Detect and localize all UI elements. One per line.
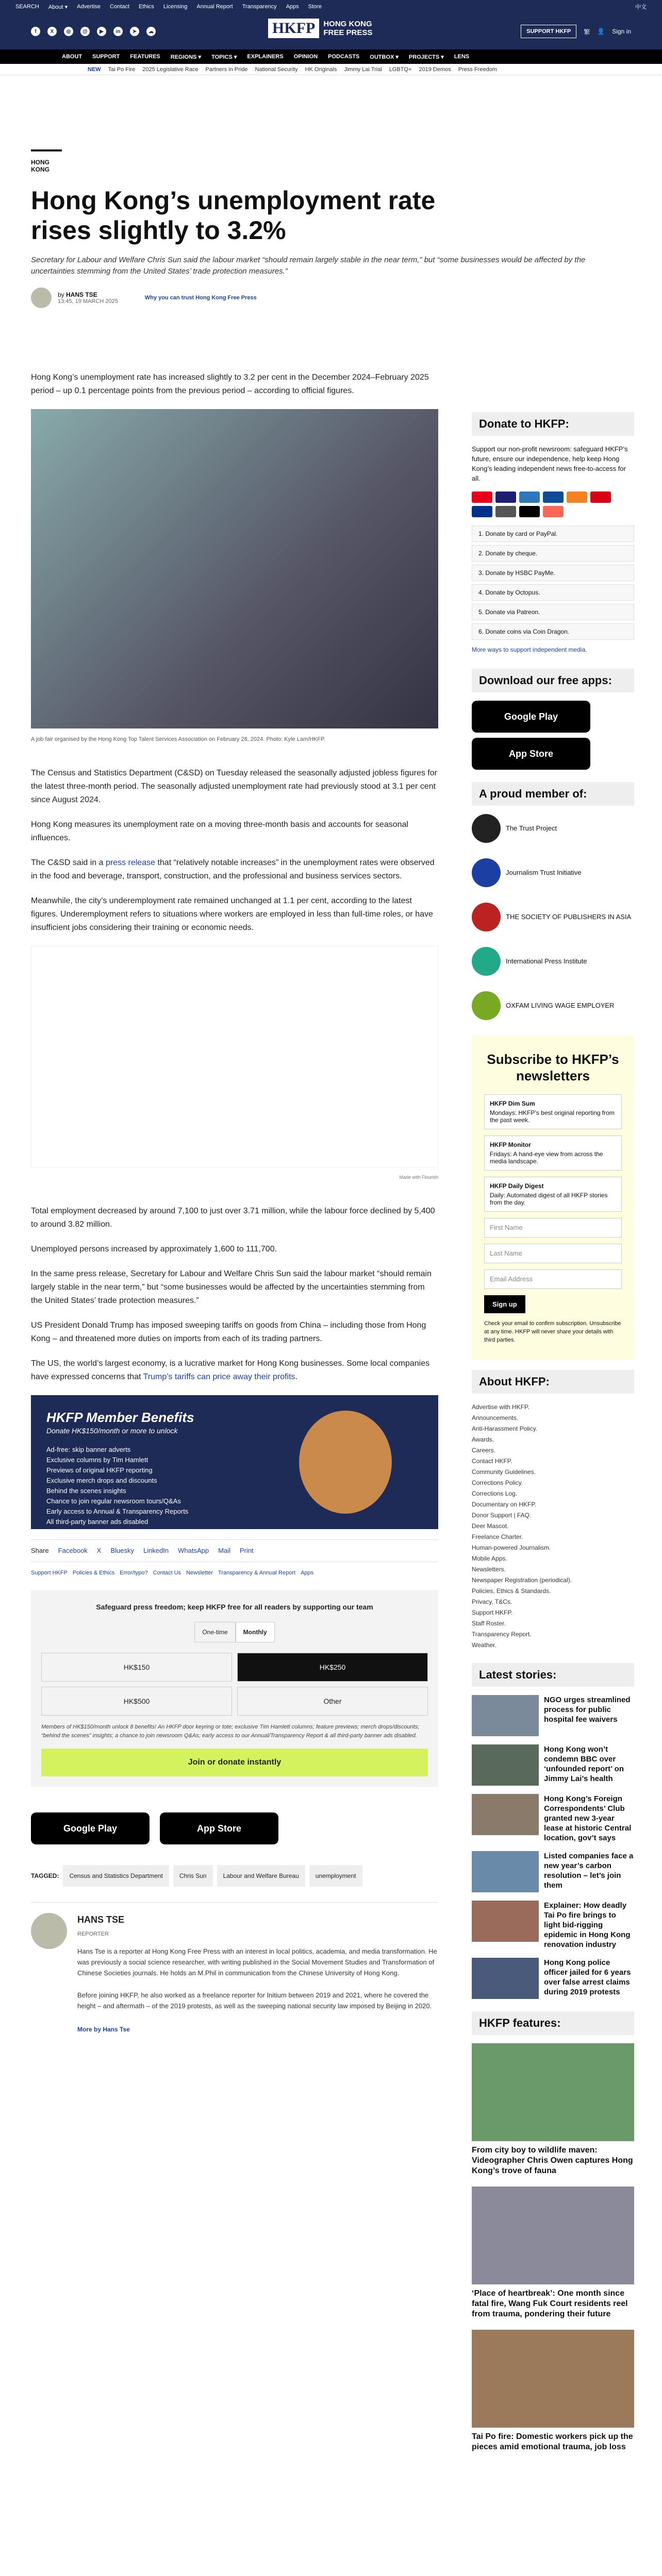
about-link[interactable]: Support HKFP. (472, 1609, 513, 1616)
p4-pre: The C&SD said in a (31, 858, 106, 867)
social-icons (31, 27, 156, 36)
bottom-app-buttons (31, 1807, 438, 1850)
benefits-title: HKFP Member Benefits (46, 1410, 194, 1425)
paragraph (31, 1357, 438, 1384)
p10-post: . (295, 1372, 297, 1381)
gpay-icon (495, 506, 516, 517)
about-link[interactable]: Documentary on HKFP. (472, 1501, 537, 1508)
feature-image (472, 2187, 634, 2284)
about-link[interactable]: Policies, Ethics & Standards. (472, 1587, 551, 1595)
donate-title: Donate to HKFP: (472, 412, 634, 436)
amount-options (41, 1653, 428, 1716)
paragraph: In the same press release, Secretary for Labour and Welfare Chris Sun said the labour market “should remain largely stable in the near term,” but “some businesses would be affected by the uncertainties stemming from the United States’ trade protection measures.” (31, 1269, 432, 1305)
newsletter-name: HKFP Monitor (490, 1141, 531, 1148)
article-body (31, 371, 438, 2036)
ipi-logo (472, 947, 501, 976)
sidebar-google-play-button[interactable]: Google Play (472, 701, 590, 733)
about-link[interactable]: Freelance Charter. (472, 1533, 523, 1540)
contact-link[interactable]: Contact (110, 4, 129, 10)
member-org[interactable] (472, 858, 634, 887)
author-box-role: REPORTER (77, 1931, 109, 1937)
last-name-field[interactable]: Last Name (484, 1244, 622, 1263)
newsletter-desc: Daily: Automated digest of all HKFP stories from the day. (490, 1192, 608, 1206)
feature-title: Tai Po fire: Domestic workers pick up the pieces amid emotional trauma, job loss (472, 2432, 633, 2451)
app-store-button[interactable]: App Store (160, 1812, 278, 1844)
join-donate-button[interactable]: Join or donate instantly (41, 1749, 428, 1776)
tag[interactable]: unemployment (309, 1865, 362, 1887)
nav-regions[interactable]: REGIONS ▾ (170, 54, 202, 60)
jcb-icon (543, 492, 564, 503)
apps-title: Download our free apps: (472, 669, 634, 692)
nav-opinion[interactable]: OPINION (293, 54, 318, 60)
about-link[interactable]: Donor Support | FAQ. (472, 1512, 532, 1519)
share-facebook[interactable]: Facebook (58, 1547, 88, 1554)
nav-explainers[interactable]: EXPLAINERS (247, 54, 284, 60)
more-ways-link[interactable]: More ways to support independent media. (472, 646, 587, 653)
amex-icon (519, 492, 540, 503)
share-label: Share (31, 1547, 49, 1554)
footer-link[interactable]: Newsletter (186, 1570, 213, 1576)
about-link[interactable]: Awards. (472, 1436, 494, 1443)
benefit-item: Chance to join regular newsroom tours/Q&As (46, 1497, 181, 1505)
embedded-chart-area (31, 946, 438, 1167)
donate-option[interactable]: 4. Donate by Octopus. (472, 584, 634, 601)
publish-date: 13:45, 19 MARCH 2025 (58, 298, 118, 304)
latest-story[interactable] (472, 1695, 634, 1736)
paragraph: Unemployed persons increased by approximately 1,600 to 111,700. (31, 1245, 277, 1253)
benefit-item: All third-party banner ads disabled (46, 1518, 148, 1526)
tab-one-time[interactable]: One-time (194, 1622, 235, 1642)
about-link[interactable]: Mobile Apps. (472, 1555, 507, 1562)
nav-support[interactable]: SUPPORT (92, 54, 120, 60)
amount-option[interactable]: HK$150 (41, 1653, 232, 1682)
features-title: HKFP features: (472, 2011, 634, 2035)
share-whatsapp[interactable]: WhatsApp (178, 1547, 209, 1554)
apps-link[interactable]: Apps (286, 4, 299, 10)
press-release-link[interactable]: press release (105, 858, 155, 867)
about-link[interactable]: Careers. (472, 1447, 496, 1454)
payment-logos (472, 492, 634, 517)
paragraph: Meanwhile, the city’s underemployment rate remained unchanged at 1.1 per cent, according to the latest figures. Underemployment refers to situations where workers are employed in less than full-time roles, or have insufficient jobs considering their training or economic needs. (31, 896, 433, 932)
story-title: NGO urges streamlined process for public hospital fee waivers (544, 1696, 631, 1724)
member-org[interactable] (472, 903, 634, 931)
support-hkfp-button[interactable]: SUPPORT HKFP (521, 25, 576, 38)
job-fair-photo (31, 409, 438, 728)
benefit-item: Behind the scenes insights (46, 1487, 126, 1495)
story-thumbnail (472, 1744, 539, 1786)
about-link[interactable]: Newsletters. (472, 1566, 506, 1573)
about-link[interactable]: Deer Mascot. (472, 1522, 509, 1530)
latest-story[interactable] (472, 1851, 634, 1892)
donate-widget-title: Safeguard press freedom; keep HKFP free for all readers by supporting our team (96, 1603, 373, 1611)
donate-note: Members of HK$150/month unlock 8 benefits! An HKFP door keyring or tote; exclusive Tim Hamlett columns; feature previews; merch drops/discounts; “behind the scenes” insights; a chance to join newsroom Q&As; early access to our Annual/Transparency Report & all third-party banner ads disabled. (41, 1724, 420, 1739)
amount-option-selected[interactable]: HK$250 (237, 1653, 428, 1682)
footer-link[interactable]: Contact Us (153, 1570, 181, 1576)
feature-story[interactable] (472, 2187, 634, 2319)
byline-prefix: by (58, 291, 64, 298)
member-name: OXFAM LIVING WAGE EMPLOYER (506, 1002, 615, 1009)
tag[interactable]: Census and Statistics Department (63, 1865, 169, 1887)
story-thumbnail (472, 1794, 539, 1835)
trending-item[interactable]: LGBTQ+ (389, 66, 412, 73)
footer-link[interactable]: Error/typo? (120, 1570, 148, 1576)
story-title: Hong Kong police officer jailed for 6 years over false arrest claims during 2019 protests (544, 1958, 631, 1996)
author-bio: Before joining HKFP, he also worked as a freelance reporter for Initium between 2019 and 2021, where he covered the height – and aftermath – of the 2019 protests, as well as the sweeping national security law imposed by Beijing in 2020. (77, 1991, 432, 2010)
feature-story[interactable] (472, 2330, 634, 2452)
tariffs-link[interactable]: Trump’s tariffs can price away their profits (143, 1372, 295, 1381)
trending-item[interactable]: Partners in Pride (205, 66, 248, 73)
story-thumbnail (472, 1901, 539, 1942)
story-thumbnail (472, 1958, 539, 1999)
logo-text (323, 20, 372, 37)
article-subtitle: Secretary for Labour and Welfare Chris Sun said the labour market “should remain largely stable in the near term,” but “some businesses would be affected by the uncertainties stemming from the United States’ trade protection measures.” (31, 256, 586, 276)
amount-option[interactable]: HK$500 (41, 1687, 232, 1716)
tab-monthly[interactable]: Monthly (236, 1622, 275, 1642)
sidebar-app-store-button[interactable]: App Store (472, 738, 590, 770)
newsletter-desc: Fridays: A hand-eye view from across the media landscape. (490, 1150, 603, 1165)
x-icon[interactable]: X (47, 27, 57, 36)
story-thumbnail (472, 1695, 539, 1736)
share-print[interactable]: Print (239, 1547, 254, 1554)
bluesky-icon[interactable]: ☁ (146, 27, 156, 36)
story-title: Explainer: How deadly Tai Po fire brings to light bid-rigging epidemic in Hong Kong renovation industry (544, 1901, 631, 1949)
about-link[interactable]: Human-powered Journalism. (472, 1544, 551, 1551)
feature-title: ‘Place of heartbreak’: One month since fatal fire, Wang Fuk Court residents reel from trauma, pondering their future (472, 2289, 628, 2318)
author-box (31, 1902, 438, 2036)
story-title: Listed companies face a new year’s carbon resolution – let’s join them (544, 1852, 634, 1890)
latest-title: Latest stories: (472, 1663, 634, 1687)
about-title: About HKFP: (472, 1370, 634, 1394)
google-play-button[interactable]: Google Play (31, 1812, 150, 1844)
story-title: Hong Kong won’t condemn BBC over ‘unfounded report’ on Jimmy Lai’s health (544, 1745, 624, 1783)
paragraph (31, 856, 438, 883)
p10-pre: The US, the world’s largest economy, is a lucrative market for Hong Kong businesses. Some local companies have expressed concerns that (31, 1359, 430, 1381)
about-link[interactable]: Anti-Harassment Policy. (472, 1425, 538, 1432)
member-name: THE SOCIETY OF PUBLISHERS IN ASIA (506, 913, 632, 921)
transparency-link[interactable]: Transparency (242, 4, 277, 10)
youtube-icon[interactable]: ▶ (97, 27, 106, 36)
trending-item[interactable]: Tai Po Fire (108, 66, 136, 73)
nav-outbox[interactable]: OUTBOX ▾ (370, 54, 399, 60)
newsletter-name: HKFP Dim Sum (490, 1100, 535, 1107)
about-link[interactable]: Privacy, T&Cs. (472, 1598, 512, 1605)
feature-image (472, 2330, 634, 2428)
about-link[interactable]: Staff Roster. (472, 1620, 506, 1627)
lang-link[interactable]: 中文 (635, 4, 647, 10)
signin-link[interactable]: Sign in (612, 28, 631, 35)
photo-caption: A job fair organised by the Hong Kong Top Talent Services Association on February 28, 2024. Photo: Kyle Lam/HKFP. (31, 736, 326, 742)
byline-text (58, 291, 118, 304)
tag[interactable]: Chris Sun (173, 1865, 213, 1887)
about-link[interactable]: Corrections Log. (472, 1490, 518, 1497)
sidebar (472, 412, 634, 2463)
newsletter-title: Subscribe to HKFP’s newsletters (487, 1052, 619, 1083)
about-link[interactable]: Contact HKFP. (472, 1458, 512, 1465)
ethics-link[interactable]: Ethics (138, 4, 154, 10)
benefit-item: Early access to Annual & Transparency Reports (46, 1507, 189, 1515)
latest-story[interactable] (472, 1901, 634, 1950)
share-bluesky[interactable]: Bluesky (110, 1547, 134, 1554)
footer-links (31, 1566, 438, 1580)
email-field[interactable]: Email Address (484, 1269, 622, 1289)
donate-option[interactable]: 5. Donate via Patreon. (472, 604, 634, 620)
member-benefits-banner[interactable] (31, 1395, 438, 1529)
donate-tabs (41, 1622, 428, 1642)
author-box-avatar[interactable] (31, 1913, 67, 1949)
linkedin-icon[interactable]: in (113, 27, 123, 36)
trending-label: NEW (88, 66, 101, 73)
advertise-link[interactable]: Advertise (77, 4, 101, 10)
nav-about[interactable]: ABOUT (62, 54, 82, 60)
tag[interactable]: Labour and Welfare Bureau (217, 1865, 305, 1887)
newsletter-signup (472, 1036, 634, 1360)
trust-link[interactable]: Why you can trust Hong Kong Free Press (144, 295, 257, 301)
feature-image (472, 2043, 634, 2141)
newsletter-option[interactable] (484, 1094, 622, 1129)
byline (31, 287, 631, 308)
donate-option[interactable]: 6. Donate coins via Coin Dragon. (472, 623, 634, 640)
share-bar (31, 1539, 438, 1562)
store-link[interactable]: Store (308, 4, 322, 10)
about-link[interactable]: Newspaper Registration (periodical). (472, 1577, 572, 1584)
patreon-icon (543, 506, 564, 517)
benefits-subtitle: Donate HK$150/month or more to unlock (46, 1427, 178, 1435)
latest-story[interactable] (472, 1744, 634, 1786)
share-linkedin[interactable]: LinkedIn (143, 1547, 169, 1554)
telegram-icon[interactable]: ➤ (130, 27, 139, 36)
main-nav (0, 49, 662, 64)
brand-actions (521, 25, 631, 38)
paragraph: US President Donald Trump has imposed sweeping tariffs on goods from China – including those from Hong Kong – and threatened more duties on imports from each of its trading partners. (31, 1321, 426, 1343)
trending-item[interactable]: 2025 Legislative Race (142, 66, 198, 73)
author-name[interactable]: HANS TSE (66, 291, 97, 298)
article-title: Hong Kong’s unemployment rate rises slightly to 3.2% (31, 186, 436, 245)
member-title: A proud member of: (472, 782, 634, 806)
threads-icon[interactable]: @ (80, 27, 90, 36)
trending-item[interactable]: National Security (255, 66, 298, 73)
footer-link[interactable]: Policies & Ethics (72, 1570, 115, 1576)
top-utility-bar (0, 0, 662, 13)
author-box-name[interactable]: HANS TSE (77, 1914, 125, 1925)
member-name: The Trust Project (506, 824, 557, 832)
signup-button[interactable]: Sign up (484, 1295, 525, 1313)
latest-story[interactable] (472, 1794, 634, 1843)
logo-line-2: FREE PRESS (323, 28, 373, 37)
flourish-label[interactable]: Made with Flourish (399, 1175, 438, 1180)
logo-mark: HKFP (268, 19, 319, 38)
jti-logo (472, 858, 501, 887)
first-name-field[interactable]: First Name (484, 1218, 622, 1238)
nav-projects[interactable]: PROJECTS ▾ (408, 54, 444, 60)
about-link[interactable]: Transparency Report. (472, 1631, 532, 1638)
paragraph: The Census and Statistics Department (C&SD) on Tuesday released the seasonally adjusted jobless figures for the latest three-month period. The seasonally adjusted unemployment rate had previously stood at 3.1 per cent since August 2024. (31, 769, 437, 804)
p4-post: that “relatively notable increases” in the unemployment rates were observed in the food and beverage, transport, construction, and the professional and business services sectors. (31, 858, 435, 880)
user-icon[interactable]: 👤 (597, 28, 605, 35)
nav-lens[interactable]: LENS (454, 54, 470, 60)
amount-option[interactable]: Other (237, 1687, 428, 1716)
member-name: Journalism Trust Initiative (506, 869, 582, 876)
newsletter-option[interactable] (484, 1177, 622, 1212)
member-org[interactable] (472, 947, 634, 976)
instagram-icon[interactable]: ◎ (64, 27, 73, 36)
licensing-link[interactable]: Licensing (163, 4, 188, 10)
mastercard-icon (472, 492, 492, 503)
newsletter-option[interactable] (484, 1136, 622, 1171)
about-link[interactable]: Weather. (472, 1641, 496, 1649)
donate-options (472, 526, 634, 640)
author-avatar[interactable] (31, 287, 52, 308)
applepay-icon (519, 506, 540, 517)
about-link[interactable]: Corrections Policy. (472, 1479, 523, 1486)
author-bio: Hans Tse is a reporter at Hong Kong Free Press with an interest in local politics, academia, and media transformation. He was previously a social science researcher, with writing published in the Social Movement Studies and Transformation of Chinese Societies journals. He holds an M.Phil in communication from the Chinese University of Hong Kong. (77, 1947, 437, 1977)
newsletter-desc: Mondays: HKFP’s best original reporting from the past week. (490, 1109, 615, 1124)
latest-stories (472, 1695, 634, 1999)
brand-bar (0, 13, 662, 49)
donate-widget (31, 1590, 438, 1787)
lang-switch[interactable]: 繁 (584, 28, 590, 36)
trust-project-logo (472, 814, 501, 843)
trending-item[interactable]: Press Freedom (458, 66, 497, 73)
search-link[interactable]: SEARCH (15, 4, 39, 10)
section-label[interactable]: HONG KONG (31, 149, 62, 173)
member-org[interactable] (472, 991, 634, 1020)
tags-row (31, 1865, 438, 1887)
story-thumbnail (472, 1851, 539, 1892)
about-link[interactable]: Advertise with HKFP. (472, 1403, 529, 1411)
about-link[interactable]: Announcements. (472, 1414, 519, 1421)
donate-option[interactable]: 1. Donate by card or PayPal. (472, 526, 634, 542)
sopa-logo (472, 903, 501, 931)
article-header (31, 149, 631, 308)
paypal-icon (472, 506, 492, 517)
about-link[interactable]: Community Guidelines. (472, 1468, 536, 1476)
latest-story[interactable] (472, 1958, 634, 1999)
newsletter-name: HKFP Daily Digest (490, 1182, 544, 1190)
trending-item[interactable]: HK Originals (305, 66, 337, 73)
footer-link[interactable]: Support HKFP (31, 1570, 68, 1576)
trending-item[interactable]: Jimmy Lai Trial (344, 66, 382, 73)
payme-icon (590, 492, 611, 503)
deer-mascot-image (299, 1411, 392, 1514)
benefit-item: Exclusive merch drops and discounts (46, 1477, 157, 1484)
benefit-item: Ad-free: skip banner adverts (46, 1446, 131, 1453)
annual-report-link[interactable]: Annual Report (196, 4, 233, 10)
member-org[interactable] (472, 814, 634, 843)
footer-link[interactable]: Apps (301, 1570, 314, 1576)
nav-features[interactable]: FEATURES (130, 54, 160, 60)
feature-story[interactable] (472, 2043, 634, 2176)
trending-item[interactable]: 2019 Demos (419, 66, 451, 73)
more-by-author-link[interactable]: More by Hans Tse (77, 2026, 130, 2033)
oxfam-logo (472, 991, 501, 1020)
feature-title: From city boy to wildlife maven: Videographer Chris Owen captures Hong Kong’s trove of fauna (472, 2146, 633, 2175)
donate-text: Support our non-profit newsroom: safeguard HKFP’s future, ensure our independence, help keep Hong Kong’s leading independent news free-to-access for all. (472, 445, 628, 482)
paragraph: Hong Kong measures its unemployment rate on a moving three-month basis and accounts for seasonal influences. (31, 820, 408, 842)
share-mail[interactable]: Mail (218, 1547, 230, 1554)
donate-option[interactable]: 2. Donate by cheque. (472, 545, 634, 562)
member-name: International Press Institute (506, 957, 587, 965)
benefit-item: Previews of original HKFP reporting (46, 1466, 153, 1474)
paragraph: Hong Kong’s unemployment rate has increased slightly to 3.2 per cent in the December 2024–February 2025 period – up 0.1 percentage points from the previous period – according to official figures. (31, 373, 429, 395)
visa-icon (495, 492, 516, 503)
story-title: Hong Kong’s Foreign Correspondents’ Club granted new 3-year lease at historic Central location, gov’t says (544, 1794, 632, 1842)
footer-link[interactable]: Transparency & Annual Report (218, 1570, 296, 1576)
donate-option[interactable]: 3. Donate by HSBC PayMe. (472, 565, 634, 581)
about-links (472, 1402, 634, 1651)
logo-line-1: HONG KONG (323, 20, 372, 28)
newsletter-note: Check your email to confirm subscription. Unsubscribe at any time. HKFP will never share your details with third parties. (484, 1320, 621, 1343)
octopus-icon (567, 492, 587, 503)
facebook-icon[interactable]: f (31, 27, 40, 36)
nav-podcasts[interactable]: PODCASTS (328, 54, 360, 60)
benefit-item: Exclusive columns by Tim Hamlett (46, 1456, 148, 1464)
share-x[interactable]: X (96, 1547, 102, 1554)
paragraph: Total employment decreased by around 7,100 to just over 3.71 million, while the labour force declined by 5,400 to around 3.82 million. (31, 1207, 435, 1229)
trending-bar (0, 64, 662, 75)
site-logo[interactable] (268, 19, 372, 38)
tagged-label: TAGGED: (31, 1872, 59, 1879)
nav-topics[interactable]: TOPICS ▾ (211, 54, 237, 60)
about-link[interactable]: About ▾ (48, 4, 68, 10)
